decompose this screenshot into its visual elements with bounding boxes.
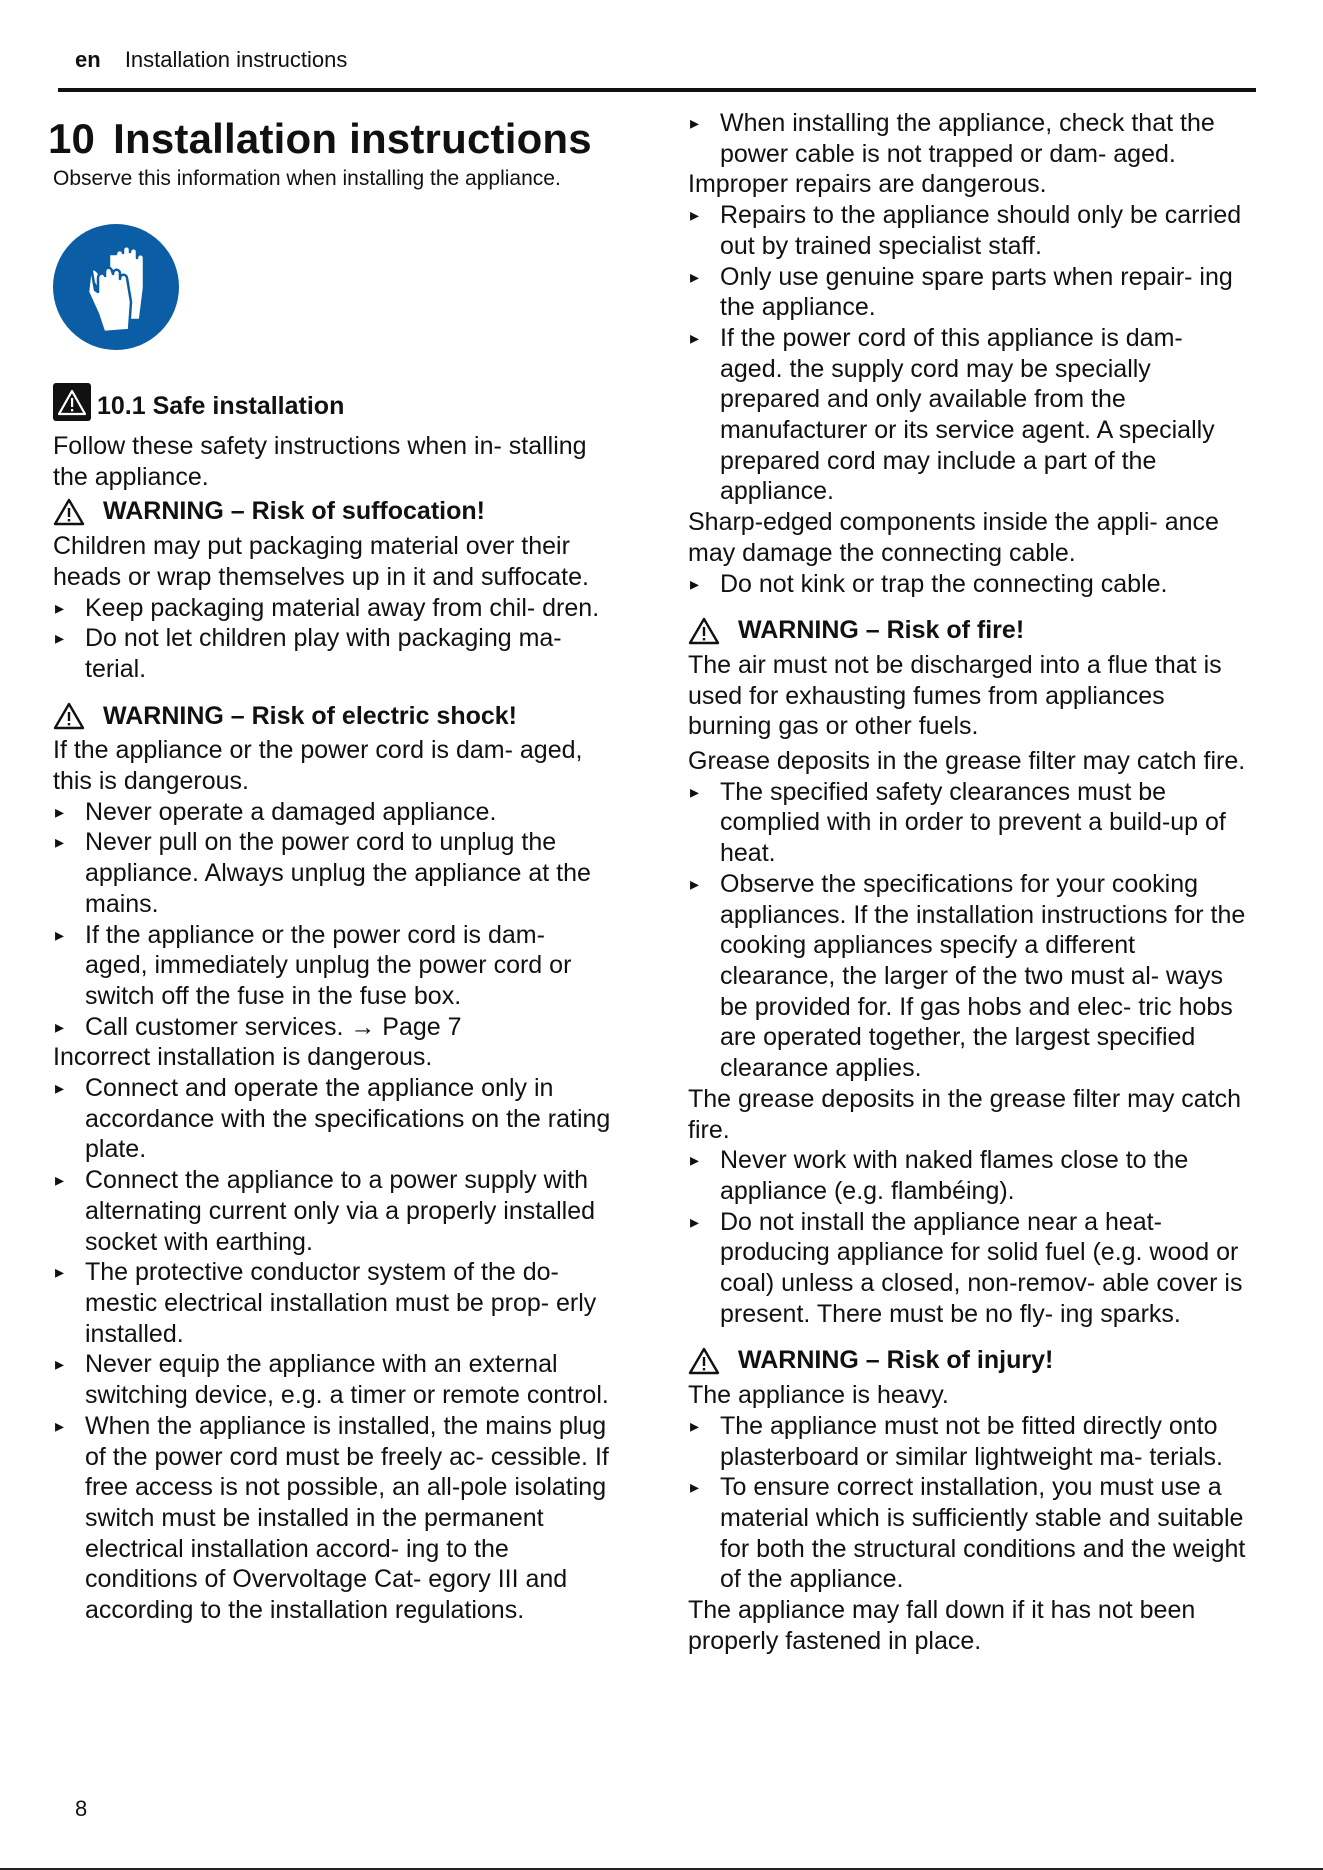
- warning-injury: [688, 1345, 1248, 1376]
- warning-box-icon: [53, 383, 91, 421]
- bullet-list: [688, 1411, 1248, 1595]
- list-item: ▸ Never pull on the power cord to unplug the appliance. Always unplug the appliance at the mains.: [53, 827, 613, 919]
- warning-electric-shock: [53, 701, 613, 732]
- warning-triangle-icon: [688, 617, 720, 645]
- protective-gloves-icon: [53, 224, 179, 350]
- list-item: ▸ The protective conductor system of the do- mestic electrical installation must be prop- erly installed.: [53, 1257, 613, 1349]
- list-item: ▸ Connect and operate the appliance only in accordance with the specifications on the rating plate.: [53, 1073, 613, 1165]
- paragraph: Sharp-edged components inside the appli- ance may damage the connecting cable.: [688, 508, 1219, 567]
- warning-text: Grease deposits in the grease filter may catch fire.: [688, 747, 1246, 776]
- warning-triangle-icon: [53, 702, 85, 730]
- header-rule: [58, 88, 1256, 92]
- section-intro: Follow these safety instructions when in- stalling the appliance.: [53, 432, 587, 491]
- warning-text: The appliance may fall down if it has not been properly fastened in place.: [688, 1596, 1196, 1655]
- warning-text: Children may put packaging material over their heads or wrap themselves up in it and suffocate.: [53, 532, 589, 591]
- list-item: ▸ Observe the specifications for your cooking appliances. If the installation instructions for the cooking appliances specify a different clearance, the larger of the two must al- ways be provided for. If gas hobs and elec- tric hobs are operated together, the largest specified clearance applies.: [688, 869, 1248, 1084]
- bullet-list: [688, 1145, 1248, 1329]
- list-item: ▸ Repairs to the appliance should only be carried out by trained specialist staff.: [688, 200, 1248, 261]
- warning-title: WARNING – Risk of electric shock!: [103, 701, 518, 730]
- warning-text: The air must not be discharged into a flue that is used for exhausting fumes from appliances burning gas or other fuels.: [688, 650, 1222, 741]
- warning-triangle-icon: [53, 498, 85, 526]
- chapter-title: [48, 114, 613, 164]
- chapter-number: 10: [48, 115, 96, 162]
- page-header: [75, 47, 347, 73]
- list-item: ▸ The appliance must not be fitted directly onto plasterboard or similar lightweight ma- terials.: [688, 1411, 1248, 1472]
- chapter-title-text: Installation instructions: [113, 115, 592, 162]
- warning-triangle-icon: [688, 1347, 720, 1375]
- paragraph: Improper repairs are dangerous.: [688, 170, 1047, 199]
- list-item: ▸ If the appliance or the power cord is dam- aged, immediately unplug the power cord or switch off the fuse in the fuse box.: [53, 920, 613, 1012]
- language-code: en: [75, 47, 101, 72]
- bullet-list: [688, 569, 1248, 600]
- list-item: ▸ When the appliance is installed, the mains plug of the power cord must be freely ac- cessible. If free access is not possible, an all-pole isolating switch must be installed in the permanent electrical installation accord- ing to the conditions of Overvoltage Cat- egory III and according to the installation regulations.: [53, 1411, 613, 1626]
- bullet-list: [688, 108, 1248, 169]
- warning-suffocation: [53, 496, 613, 527]
- bullet-list: [53, 797, 613, 1043]
- bullet-list: [688, 777, 1248, 1084]
- section-heading: [53, 383, 613, 421]
- warning-title: WARNING – Risk of injury!: [738, 1346, 1054, 1375]
- list-item: ▸ To ensure correct installation, you must use a material which is sufficiently stable and suitable for both the structural conditions and the weight of the appliance.: [688, 1472, 1248, 1595]
- list-item: ▸ Keep packaging material away from chil- dren.: [53, 593, 613, 624]
- bullet-list: [53, 1073, 613, 1626]
- warning-text: If the appliance or the power cord is dam- aged, this is dangerous.: [53, 736, 583, 796]
- list-item: ▸ Do not kink or trap the connecting cable.: [688, 569, 1248, 600]
- list-item: ▸ The specified safety clearances must be complied with in order to prevent a build-up of heat.: [688, 777, 1248, 869]
- warning-text: The grease deposits in the grease filter may catch fire.: [688, 1084, 1242, 1144]
- list-item: ▸ Never equip the appliance with an external switching device, e.g. a timer or remote control.: [53, 1349, 613, 1410]
- chapter-intro: Observe this information when installing the appliance.: [53, 167, 561, 190]
- list-item: ▸ Connect the appliance to a power supply with alternating current only via a properly installed socket with earthing.: [53, 1165, 613, 1257]
- list-item: ▸ Do not let children play with packaging ma- terial.: [53, 623, 613, 684]
- section-number: 10.1: [97, 392, 146, 420]
- bullet-list: [53, 593, 613, 685]
- bullet-list: [688, 200, 1248, 507]
- right-column: [688, 108, 1248, 1656]
- warning-text: The appliance is heavy.: [688, 1381, 949, 1410]
- warning-title: WARNING – Risk of fire!: [738, 616, 1025, 645]
- header-title: Installation instructions: [124, 47, 348, 72]
- page-number: 8: [75, 1796, 88, 1821]
- warning-text: Incorrect installation is dangerous.: [53, 1043, 433, 1072]
- list-item: ▸ Do not install the appliance near a heat- producing appliance for solid fuel (e.g. wood or coal) unless a closed, non-remov- able cover is present. There must be no fly- ing sparks.: [688, 1207, 1248, 1330]
- list-item: ▸ Never work with naked flames close to the appliance (e.g. flambéing).: [688, 1145, 1248, 1206]
- list-item: ▸ If the power cord of this appliance is dam- aged. the supply cord may be specially prepared and only available from the manufacturer or its service agent. A specially prepared cord may include a part of the appliance.: [688, 323, 1248, 507]
- list-item: ▸ When installing the appliance, check that the power cable is not trapped or dam- aged.: [688, 108, 1248, 169]
- warning-fire: [688, 615, 1248, 646]
- warning-title: WARNING – Risk of suffocation!: [103, 497, 485, 526]
- section-title: Safe installation: [152, 392, 345, 420]
- list-item: ▸ Never operate a damaged appliance.: [53, 797, 613, 828]
- list-item: ▸ Only use genuine spare parts when repair- ing the appliance.: [688, 262, 1248, 323]
- left-column: [48, 108, 613, 1626]
- list-item: ▸ Call customer services. → Page 7: [53, 1012, 613, 1043]
